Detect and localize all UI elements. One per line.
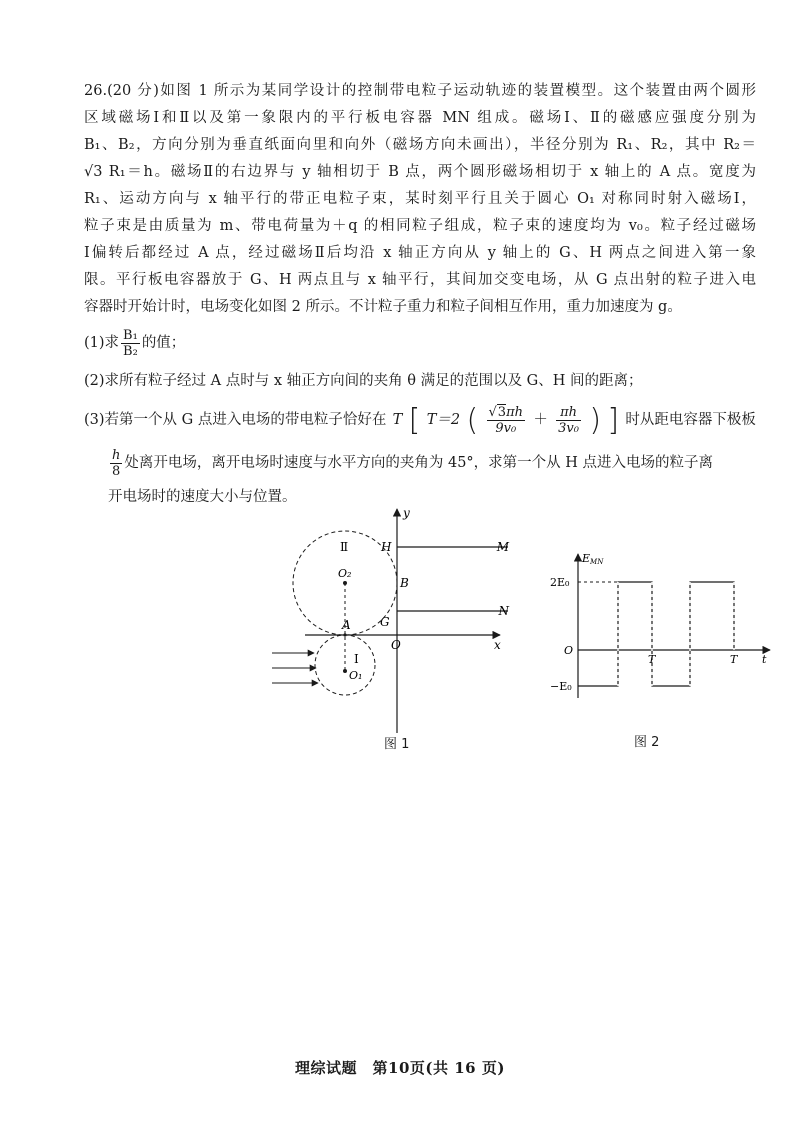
problem-26 (84, 78, 756, 511)
center-o2-dot (343, 581, 347, 585)
label-e-mn: EMN (582, 552, 604, 566)
problem-line-4: √3 R₁＝h。磁场Ⅱ的右边界与 y 轴相切于 B 点，两个圆形磁场相切于 x 轴上的 A 点。宽度为 (84, 164, 756, 180)
page-footer: 理综试题 第10页(共 16 页) (295, 1059, 505, 1077)
problem-line-2: 区域磁场Ⅰ和Ⅱ以及第一象限内的平行板电容器 MN 组成。磁场Ⅰ、Ⅱ的磁感应强度分别为 (84, 110, 756, 126)
label-g: G (380, 615, 390, 629)
question-3-end: 开电场时的速度大小与位置。 (108, 489, 297, 505)
problem-line-3: B₁、B₂，方向分别为垂直纸面向里和向外（磁场方向未画出），半径分别为 R₁、R₂，其中 R₂＝ (84, 137, 756, 153)
label-origin: O (564, 644, 574, 657)
label-t2: T (730, 653, 738, 666)
q1-fraction: $\frac{\text{B₁}}{\text{B₂}}$ (123, 327, 138, 359)
problem-line-7: Ⅰ偏转后都经过 A 点，经过磁场Ⅱ后均沿 x 轴正方向从 y 轴上的 G、H 两点之间进入第一象 (84, 245, 756, 261)
problem-line-8: 限。平行板电容器放于 G、H 两点且与 x 轴平行，其间加交变电场，从 G 点出射的粒子进入电 (84, 272, 756, 288)
q3-fraction-h8: $\frac{h}{8}$ (112, 447, 121, 479)
question-3: (3)若第一个从 G 点进入电场的带电粒子恰好在 T [ T＝2 ( $\frac{√3\pi h}{\text{9v₀}}$ ＋ $\frac{\pi h}{\text{3v₀}}$ ) ] 时从距电容器下极板 (84, 402, 756, 438)
label-o2: O₂ (338, 567, 352, 580)
label-m: M (496, 540, 509, 554)
question-3-continued: $\frac{h}{8}$ 处离开电场，离开电场时速度与水平方向的夹角为 45°，求第一个从 H 点进入电场的粒子离 (112, 447, 714, 479)
label-h: H (381, 540, 392, 554)
q3-fraction-2: $\frac{\pi h}{\text{3v₀}}$ (558, 404, 579, 436)
label-region-1: Ⅰ (354, 652, 359, 666)
problem-points: (20 分) (107, 83, 159, 99)
label-neg-e0: −E₀ (550, 680, 572, 693)
waveform (578, 582, 734, 686)
label-t-axis: t (762, 653, 767, 666)
center-o1-dot (343, 669, 347, 673)
problem-line-1: 26.(20 分)如图 1 所示为某同学设计的控制带电粒子运动轨迹的装置模型。这个装置由两个圆形 (84, 83, 756, 99)
label-o: O (391, 638, 401, 652)
question-1: (1)求 $\frac{\text{B₁}}{\text{B₂}}$ 的值； (84, 327, 186, 359)
figure-1-caption: 图 1 (384, 737, 410, 752)
problem-line-5: R₁、运动方向与 x 轴平行的带正电粒子束，某时刻平行且关于圆心 O₁ 对称同时射入磁场Ⅰ， (84, 191, 756, 207)
problem-number: 26. (84, 83, 108, 99)
label-y: y (403, 506, 410, 520)
label-b: B (400, 576, 409, 590)
question-2: (2)求所有粒子经过 A 点时与 x 轴正方向间的夹角 θ 满足的范围以及 G、H 间的距离； (84, 373, 643, 389)
label-x: x (494, 638, 501, 652)
problem-line-6: 粒子束是由质量为 m、带电荷量为＋q 的相同粒子组成，粒子束的速度均为 v₀。粒子经过磁场 (84, 218, 756, 234)
label-t1: T (648, 653, 656, 666)
label-o1: O₁ (349, 669, 363, 682)
figure-1 (268, 505, 513, 755)
figure-2 (548, 550, 778, 700)
label-region-2: Ⅱ (340, 540, 349, 554)
label-n: N (498, 604, 509, 618)
label-2e0: 2E₀ (550, 576, 570, 589)
figure-2-caption: 图 2 (634, 735, 660, 750)
label-a: A (342, 618, 351, 632)
problem-line-9: 容器时开始计时，电场变化如图 2 所示。不计粒子重力和粒子间相互作用，重力加速度为 g。 (84, 299, 682, 315)
q3-fraction-1: $\frac{√3\pi h}{\text{9v₀}}$ (488, 404, 523, 436)
